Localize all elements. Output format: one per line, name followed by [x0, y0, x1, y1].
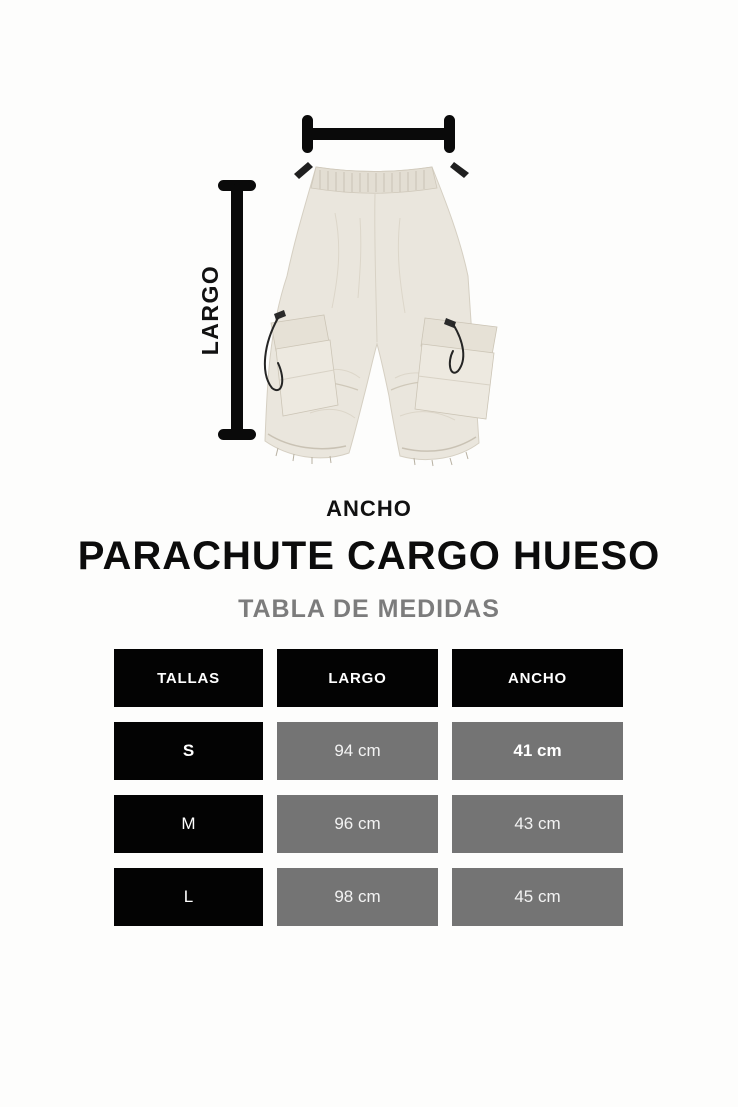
page-title: PARACHUTE CARGO HUESO	[77, 534, 661, 578]
ancho-value-l: 45 cm	[452, 868, 623, 926]
header-cell-largo: LARGO	[277, 649, 438, 707]
size-cell-m: M	[114, 795, 263, 853]
largo-axis-label: LARGO	[197, 264, 223, 356]
ancho-value-s: 41 cm	[452, 722, 623, 780]
largo-value-m: 96 cm	[277, 795, 438, 853]
ancho-dimension-line-icon	[302, 115, 455, 153]
header-cell-ancho: ANCHO	[452, 649, 623, 707]
dimension-endcap-icon	[444, 115, 455, 153]
pants-photo	[250, 158, 520, 470]
dimension-bar-icon	[231, 184, 243, 436]
largo-value-l: 98 cm	[277, 868, 438, 926]
page-subtitle: TABLA DE MEDIDAS	[238, 595, 500, 623]
header-cell-tallas: TALLAS	[114, 649, 263, 707]
largo-value-s: 94 cm	[277, 722, 438, 780]
size-table	[114, 649, 623, 926]
dimension-bar-icon	[306, 128, 451, 140]
ancho-axis-label: ANCHO	[326, 496, 412, 521]
size-cell-l: L	[114, 868, 263, 926]
ancho-value-m: 43 cm	[452, 795, 623, 853]
size-cell-s: S	[114, 722, 263, 780]
